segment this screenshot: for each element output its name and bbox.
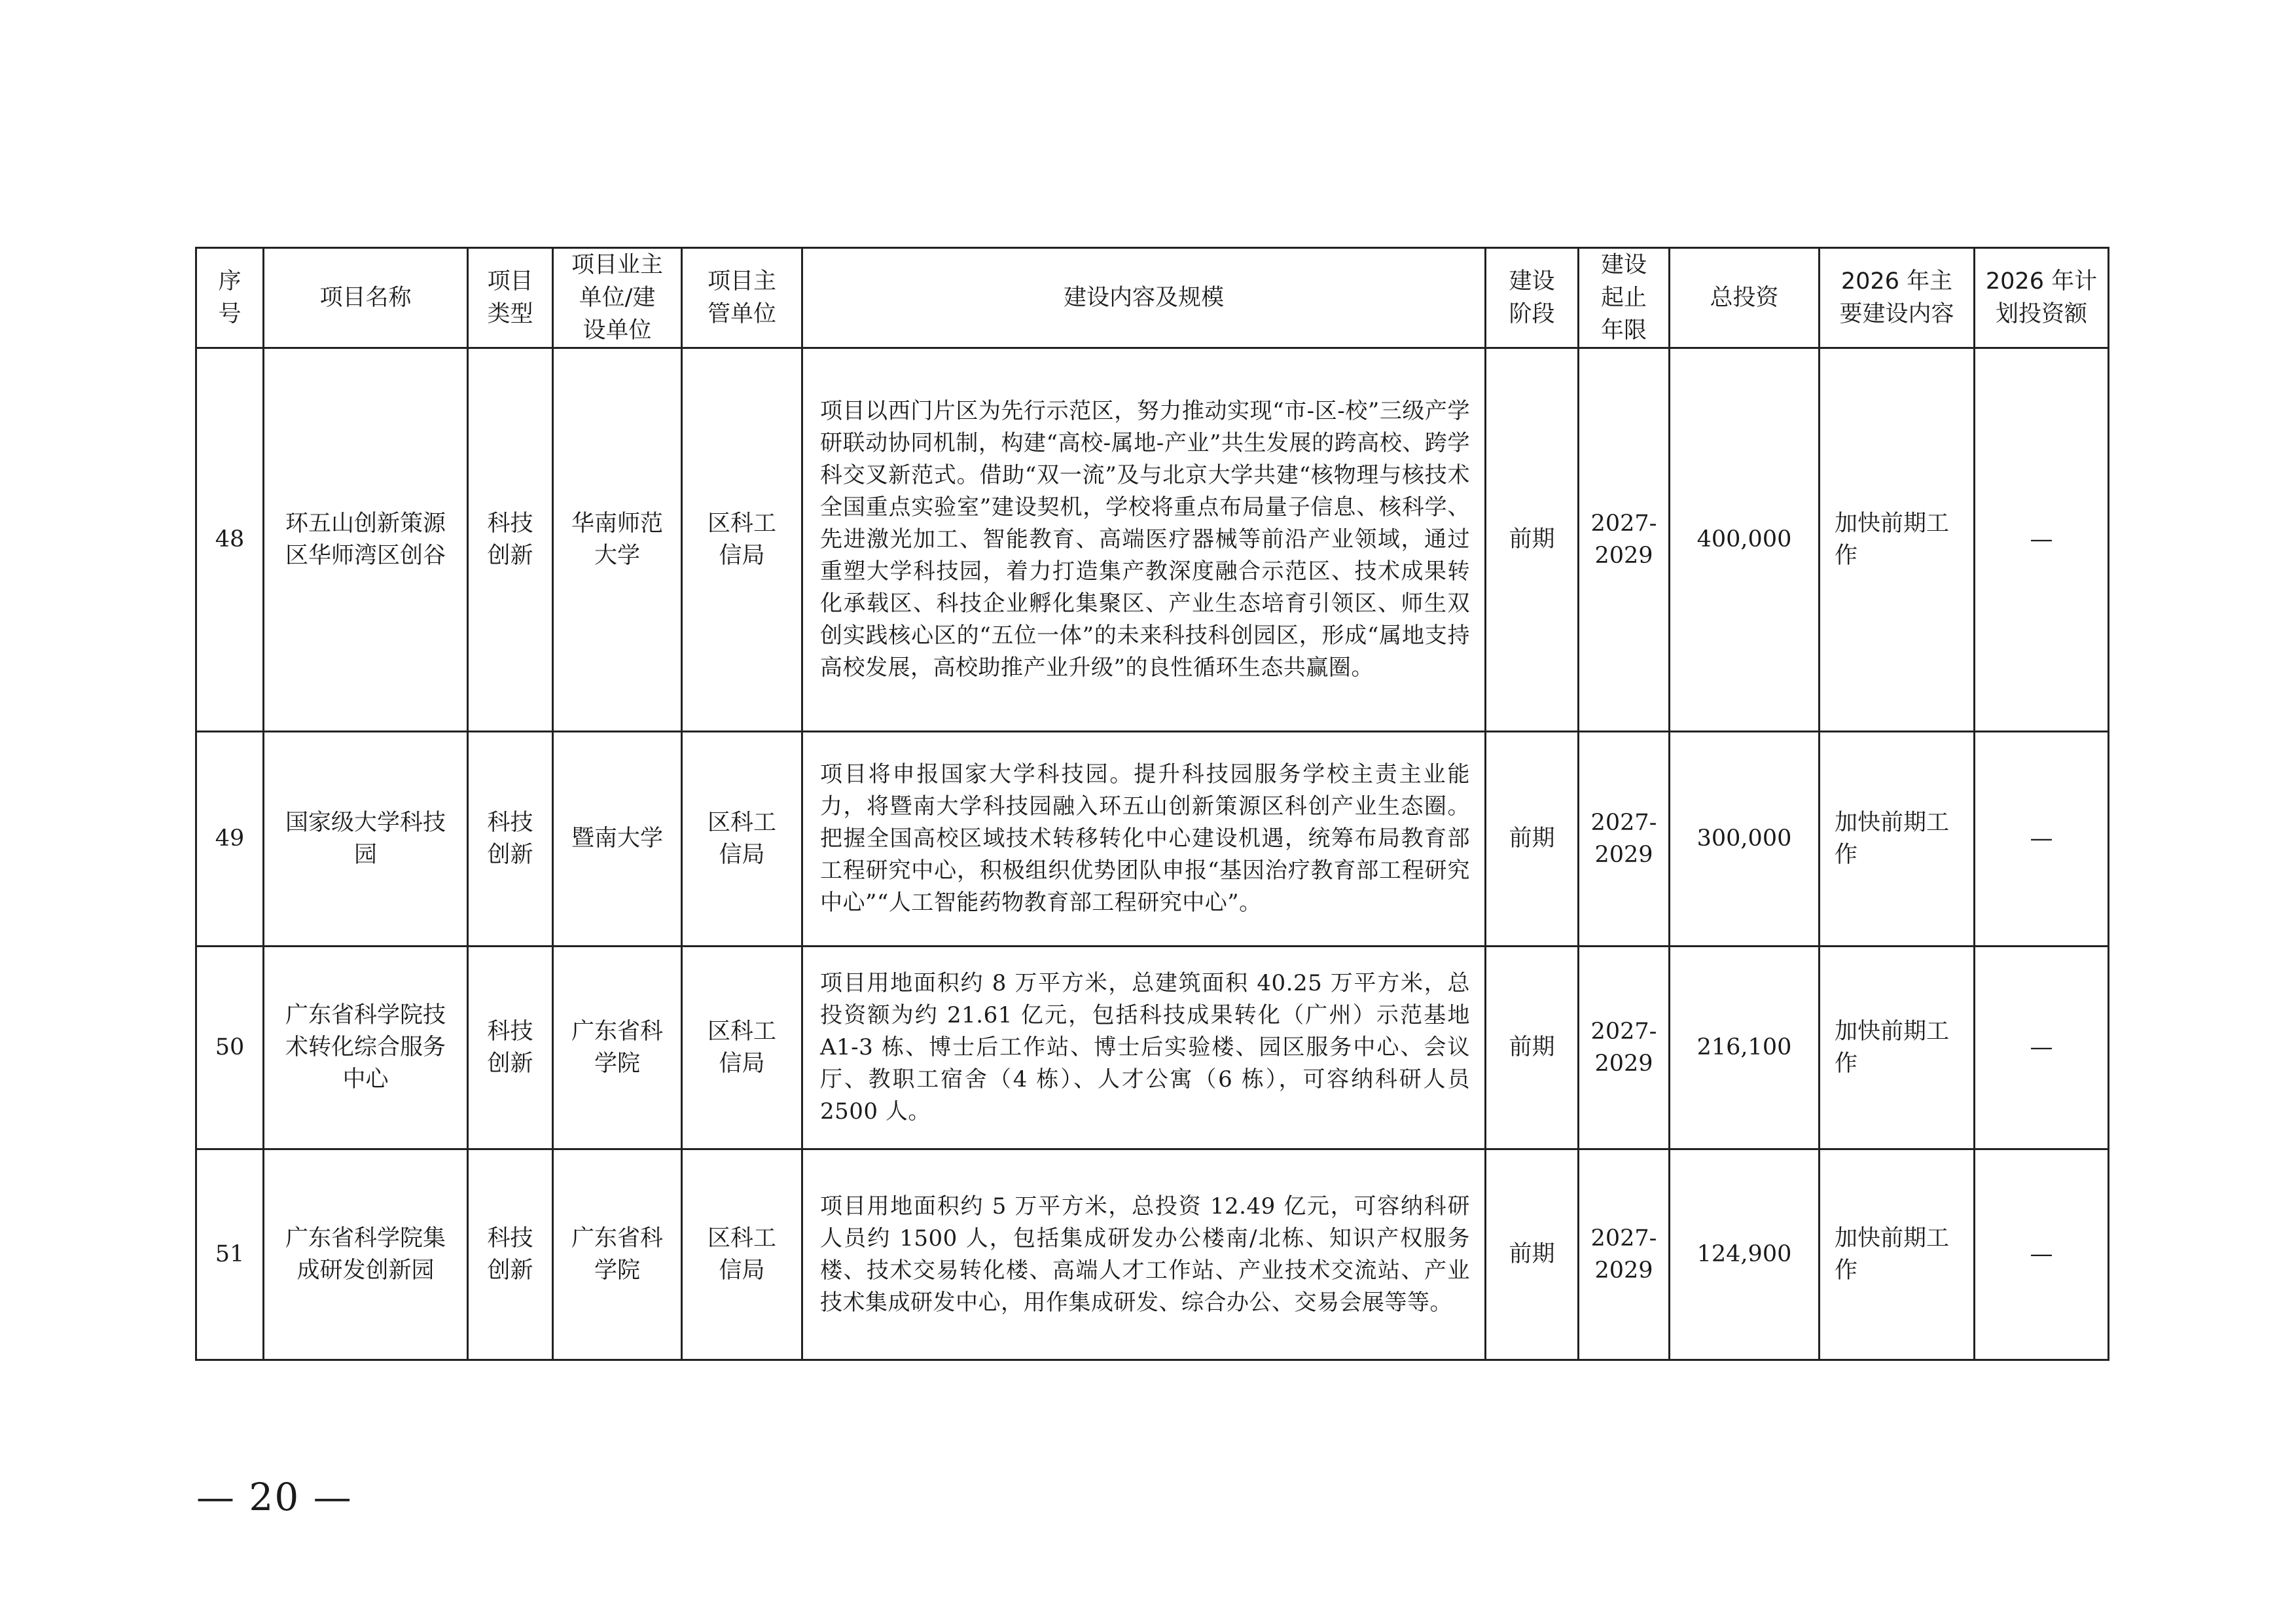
cell-content: 项目将申报国家大学科技园。提升科技园服务学校主责主业能力，将暨南大学科技园融入环五山创新策源区科创产业生态圈。把握全国高校区域技术转移转化中心建设机遇，统筹布局教育部工程研究中心，积极组织优势团队申报“基因治疗教育部工程研究中心”“人工智能药物教育部工程研究中心”。 [802, 732, 1486, 947]
cell-content: 项目用地面积约 5 万平方米，总投资 12.49 亿元，可容纳科研人员约 1500 人，包括集成研发办公楼南/北栋、知识产权服务楼、技术交易转化楼、高端人才工作站、产业技术交流站、产业技术集成研发中心，用作集成研发、综合办公、交易会展等等。 [802, 1149, 1486, 1360]
cell-total: 400,000 [1670, 348, 1820, 732]
cell-period: 2027- 2029 [1579, 732, 1670, 947]
cell-name: 广东省科学院集 成研发创新园 [264, 1149, 468, 1360]
cell-total: 124,900 [1670, 1149, 1820, 1360]
cell-name: 国家级大学科技 园 [264, 732, 468, 947]
cell-type: 科技 创新 [468, 732, 553, 947]
cell-authority: 区科工 信局 [682, 1149, 802, 1360]
cell-owner: 华南师范 大学 [553, 348, 682, 732]
cell-owner: 广东省科 学院 [553, 947, 682, 1149]
header-main-2026: 2026 年主 要建设内容 [1820, 248, 1975, 348]
cell-stage: 前期 [1486, 1149, 1579, 1360]
cell-owner: 暨南大学 [553, 732, 682, 947]
cell-authority: 区科工 信局 [682, 732, 802, 947]
cell-period: 2027- 2029 [1579, 348, 1670, 732]
cell-name: 环五山创新策源 区华师湾区创谷 [264, 348, 468, 732]
header-type: 项目 类型 [468, 248, 553, 348]
cell-plan-2026: — [1975, 732, 2109, 947]
cell-content: 项目以西门片区为先行示范区，努力推动实现“市-区-校”三级产学研联动协同机制，构建“高校-属地-产业”共生发展的跨高校、跨学科交叉新范式。借助“双一流”及与北京大学共建“核物理与核技术全国重点实验室”建设契机，学校将重点布局量子信息、核科学、先进激光加工、智能教育、高端医疗器械等前沿产业领域，通过重塑大学科技园，着力打造集产教深度融合示范区、技术成果转化承载区、科技企业孵化集聚区、产业生态培育引领区、师生双创实践核心区的“五位一体”的未来科技科创园区，形成“属地支持高校发展，高校助推产业升级”的良性循环生态共赢圈。 [802, 348, 1486, 732]
cell-stage: 前期 [1486, 348, 1579, 732]
page-number: — 20 — [196, 1475, 353, 1519]
cell-type: 科技 创新 [468, 1149, 553, 1360]
cell-stage: 前期 [1486, 947, 1579, 1149]
cell-main-2026: 加快前期工 作 [1820, 947, 1975, 1149]
header-seq: 序 号 [196, 248, 264, 348]
cell-owner: 广东省科 学院 [553, 1149, 682, 1360]
cell-name: 广东省科学院技 术转化综合服务 中心 [264, 947, 468, 1149]
cell-seq: 51 [196, 1149, 264, 1360]
cell-main-2026: 加快前期工 作 [1820, 1149, 1975, 1360]
cell-content: 项目用地面积约 8 万平方米，总建筑面积 40.25 万平方米，总投资额为约 21.61 亿元，包括科技成果转化（广州）示范基地 A1-3 栋、博士后工作站、博士后实验楼、园区服务中心、会议厅、教职工宿舍（4 栋）、人才公寓（6 栋），可容纳科研人员 2500 人。 [802, 947, 1486, 1149]
table-row [196, 1149, 2109, 1360]
header-plan-2026: 2026 年计 划投资额 [1975, 248, 2109, 348]
cell-seq: 49 [196, 732, 264, 947]
header-owner: 项目业主 单位/建 设单位 [553, 248, 682, 348]
cell-period: 2027- 2029 [1579, 947, 1670, 1149]
cell-plan-2026: — [1975, 1149, 2109, 1360]
cell-seq: 50 [196, 947, 264, 1149]
header-authority: 项目主 管单位 [682, 248, 802, 348]
table-header-row [196, 248, 2109, 348]
cell-stage: 前期 [1486, 732, 1579, 947]
cell-plan-2026: — [1975, 947, 2109, 1149]
cell-total: 300,000 [1670, 732, 1820, 947]
cell-main-2026: 加快前期工 作 [1820, 732, 1975, 947]
table-row [196, 947, 2109, 1149]
cell-type: 科技 创新 [468, 947, 553, 1149]
header-name: 项目名称 [264, 248, 468, 348]
header-content: 建设内容及规模 [802, 248, 1486, 348]
cell-total: 216,100 [1670, 947, 1820, 1149]
cell-seq: 48 [196, 348, 264, 732]
table-row [196, 732, 2109, 947]
cell-authority: 区科工 信局 [682, 947, 802, 1149]
header-stage: 建设 阶段 [1486, 248, 1579, 348]
project-table [195, 247, 2109, 1361]
cell-authority: 区科工 信局 [682, 348, 802, 732]
cell-plan-2026: — [1975, 348, 2109, 732]
cell-period: 2027- 2029 [1579, 1149, 1670, 1360]
table-row [196, 348, 2109, 732]
header-period: 建设 起止 年限 [1579, 248, 1670, 348]
header-total: 总投资 [1670, 248, 1820, 348]
cell-type: 科技 创新 [468, 348, 553, 732]
cell-main-2026: 加快前期工 作 [1820, 348, 1975, 732]
